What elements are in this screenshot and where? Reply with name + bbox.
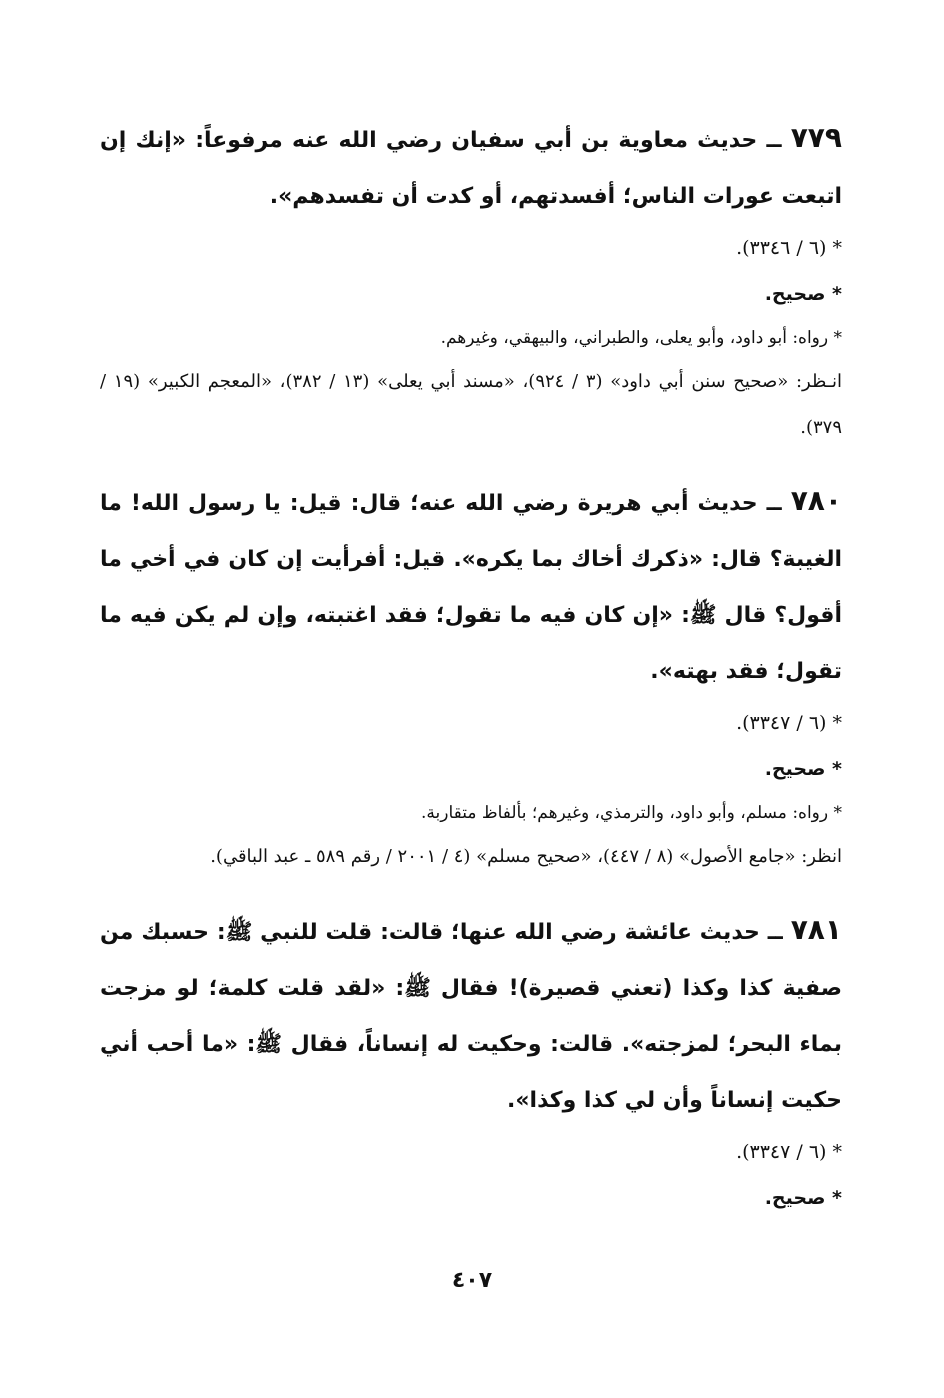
references-line: انـظر: «صحيح سنن أبي داود» (٣ / ٩٢٤)، «مسند أبي يعلى» (١٣ / ٣٨٢)، «المعجم الكبير» (١٩ / ٣٧٩). — [100, 371, 843, 438]
hadith-entry — [100, 110, 842, 451]
hadith-content: ــ حديث عائشة رضي الله عنها؛ قالت: قلت للنبي ﷺ: حسبك من صفية كذا وكذا (تعني قصيرة)! فقال ﷺ: «لقد قلت كلمة؛ لو مزجت بماء البحر؛ لمزجته». قالت: وحكيت له إنساناً، فقال ﷺ: «ما أحب أني حكيت إنساناً وأن لي كذا وكذا». — [100, 920, 842, 1113]
hadith-number: ٧٧٩ — [790, 121, 842, 154]
authenticity-grade: * صحيح. — [764, 758, 842, 780]
book-page — [100, 110, 842, 1221]
narrators-line: * رواه: مسلم، وأبو داود، والترمذي، وغيرهم؛ بألفاظ متقاربة. — [420, 803, 842, 823]
hadith-number: ٧٨٠ — [790, 484, 842, 517]
references-line: انظر: «جامع الأصول» (٨ / ٤٤٧)، «صحيح مسلم» (٤ / ٢٠٠١ / رقم ٥٨٩ ـ عبد الباقي). — [210, 846, 842, 867]
hadith-entry — [100, 473, 842, 880]
authenticity-grade: * صحيح. — [764, 1187, 842, 1209]
spacer — [100, 451, 842, 473]
volume-page-reference: * (٦ / ٣٣٤٧). — [736, 712, 842, 734]
hadith-content: ــ حديث معاوية بن أبي سفيان رضي الله عنه مرفوعاً: «إنك إن اتبعت عورات الناس؛ أفسدتهم، أو كدت أن تفسدهم». — [100, 128, 842, 209]
hadith-number: ٧٨١ — [790, 913, 842, 946]
hadith-content: ــ حديث أبي هريرة رضي الله عنه؛ قال: قيل: يا رسول الله! ما الغيبة؟ قال: «ذكرك أخاك بما يكره». قيل: أفرأيت إن كان في أخي ما أقول؟ قال ﷺ: «إن كان فيه ما تقول؛ فقد اغتبته، وإن لم يكن فيه ما تقول؛ فقد بهته». — [100, 491, 842, 684]
hadith-text — [100, 902, 842, 1129]
volume-page-reference: * (٦ / ٣٣٤٦). — [736, 237, 842, 259]
authenticity-grade: * صحيح. — [764, 283, 842, 305]
hadith-entry — [100, 902, 842, 1221]
page-number: ٤٠٧ — [451, 1268, 493, 1293]
hadith-text — [100, 473, 842, 700]
hadith-text — [100, 110, 842, 225]
volume-page-reference: * (٦ / ٣٣٤٧). — [736, 1141, 842, 1163]
narrators-line: * رواه: أبو داود، وأبو يعلى، والطبراني، والبيهقي، وغيرهم. — [440, 328, 842, 348]
spacer — [100, 880, 842, 902]
